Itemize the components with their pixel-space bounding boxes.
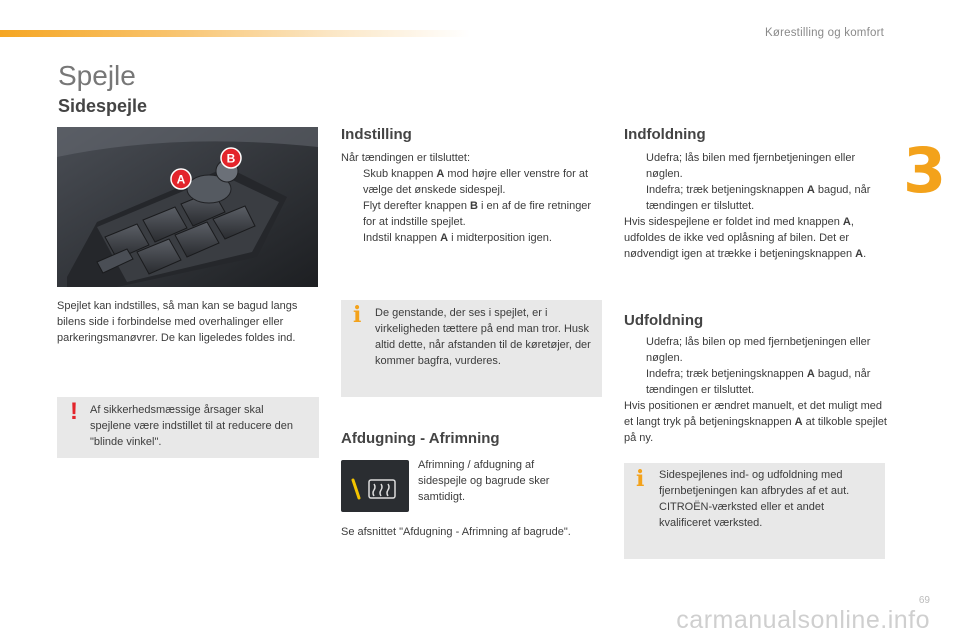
afdugning-text: Afrimning / afdugning af sidespejle og bagrude sker samtidigt. [418,459,550,503]
heading-indfoldning: Indfoldning [624,126,706,143]
udfoldning-note: Hvis positionen er ændret manuelt, et det muligt med et langt tryk på betjeningsknappen A at tilkoble spejlet på ny. [624,400,887,444]
chapter-number: 3 [903,134,947,207]
indstilling-list [341,150,603,246]
mirror-controls-photo [57,127,318,287]
heading-indstilling: Indstilling [341,126,412,143]
indfoldning-note: Hvis sidespejlene er foldet ind med knappen A, udfoldes de ikke ved oplåsning af bilen. Det er nødvendigt igen at trække i betjeningsknappen A. [624,216,867,260]
watermark: carmanualsonline.info [676,606,930,634]
info-text-1: De genstande, der ses i spejlet, er i virkeligheden tættere på end man tror. Husk altid dette, når afstanden til de køretøjer, der kommer bagfra, vurderes. [375,307,591,367]
list-item: Indefra; træk betjeningsknappen A bagud, når tændingen er tilsluttet. [646,184,871,212]
header-accent-bar [0,30,470,37]
section-name: Kørestilling og komfort [765,27,884,39]
warning-text: Af sikkerhedsmæssige årsager skal spejlene være indstillet til at reducere den "blinde vinkel". [90,404,294,448]
info-text-2: Sidespejlenes ind- og udfoldning med fjernbetjeningen kan afbrydes af et aut. CITROËN-værksted eller et andet kvalificeret værksted. [659,469,850,529]
list-item: Flyt derefter knappen B i en af de fire retninger for at indstille spejlet. [363,200,592,228]
list-item: Indefra; træk betjeningsknappen A bagud, når tændingen er tilsluttet. [646,368,871,396]
indstilling-lead: Når tændingen er tilsluttet: [341,152,471,164]
intro-text: Spejlet kan indstilles, så man kan se bagud langs bilens side i forbindelse med overhalinger eller parkeringsmanøvrer. De kan ligeledes foldes ind. [57,300,298,344]
heading-udfoldning: Udfoldning [624,312,704,329]
list-item: Udefra; lås bilen op med fjernbetjeningen eller nøglen. [646,336,871,364]
page-title: Spejle [58,60,136,91]
udfoldning-list [624,334,889,446]
info-box-2 [624,463,885,559]
afdugning-reference: Se afsnittet "Afdugning - Afrimning af bagrude". [341,526,571,538]
list-item: Udefra; lås bilen med fjernbetjeningen eller nøglen. [646,152,856,180]
page-subtitle: Sidespejle [58,96,148,116]
warning-box [57,397,319,458]
heading-afdugning: Afdugning - Afrimning [341,430,500,447]
warning-icon: ! [70,398,78,425]
info-icon: i [636,466,645,492]
list-item: Skub knappen A mod højre eller venstre for at vælge det ønskede sidespejl. [363,168,589,196]
defrost-button-icon [341,460,409,512]
list-item: Indstil knappen A i midterposition igen. [363,232,552,244]
indfoldning-list [624,150,889,262]
photo-label-a: A [176,172,186,187]
door-panel-illustration [57,127,318,287]
photo-label-b: B [226,151,236,166]
info-icon: i [353,302,362,328]
page-number: 69 [918,595,930,606]
info-box-1 [341,300,602,397]
